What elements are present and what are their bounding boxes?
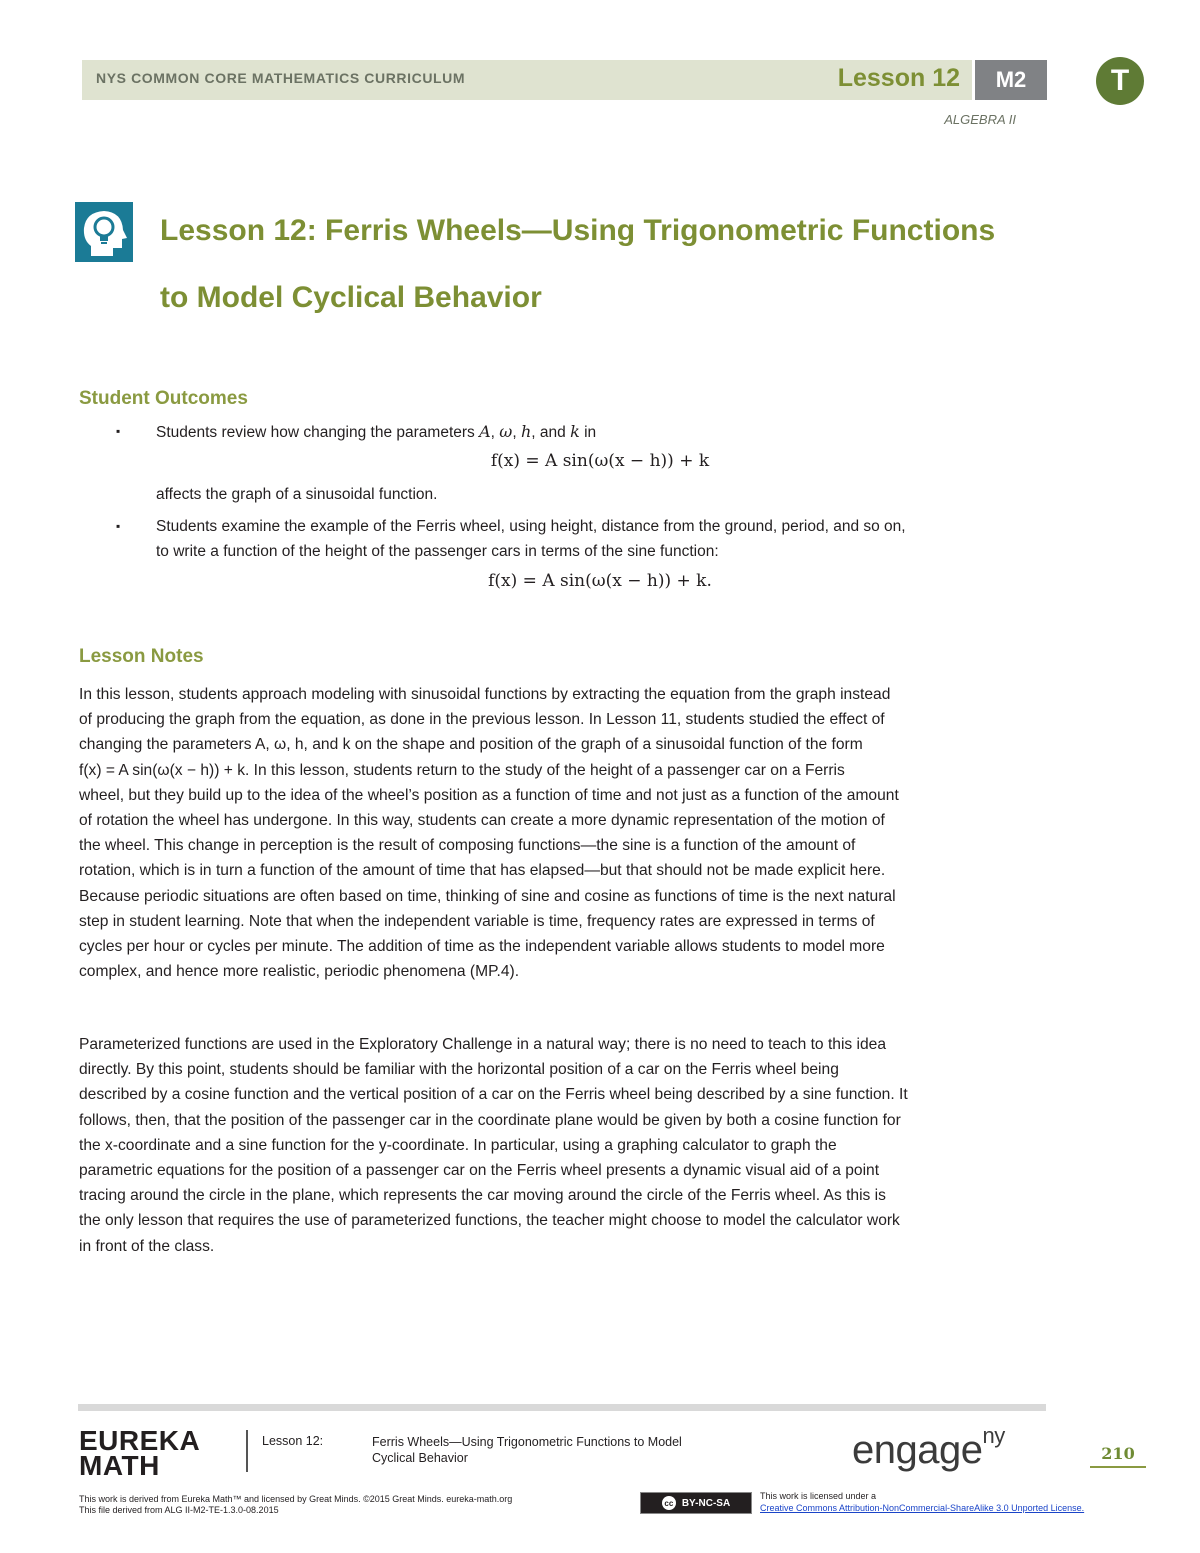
paragraph-line: in front of the class. [79,1237,215,1255]
paragraph-line: follows, then, that the position of the passenger car in the coordinate plane would be given by both a cosine function for [79,1111,901,1129]
cc-badge-label: BY-NC-SA [681,1497,731,1509]
footer-lesson-title [372,1434,752,1466]
license-notice [760,1490,1160,1514]
curriculum-label: NYS COMMON CORE MATHEMATICS CURRICULUM [96,70,466,86]
outcome-1-text-c: affects the graph of a sinusoidal function. [156,486,438,503]
eureka-math-logo [79,1425,201,1481]
paragraph-line: tracing around the circle in the plane, which represents the car moving around the circle of the Ferris wheel. As this is [79,1187,886,1205]
lesson-title-line2: to Model Cyclical Behavior [160,281,542,314]
paragraph-line: rotation, which is in turn a function of the amount of time that has elapsed—but that should not be made explicit here. [79,862,886,880]
logo-line-1: EUREKA [79,1425,201,1456]
paragraph-line: Parameterized functions are used in the Exploratory Challenge in a natural way; there is no need to teach to this idea [79,1036,887,1053]
bullet-icon: ▪ [116,519,121,533]
creative-commons-badge[interactable] [640,1492,752,1514]
outcome-item-2-line2: to write a function of the height of the passenger cars in terms of the sine function: [156,543,719,560]
license-line-1: This work is licensed under a [760,1491,877,1501]
paragraph-line: directly. By this point, students should be familiar with the horizontal position of a car on the Ferris wheel being [79,1061,839,1079]
lesson-notes-paragraph-1 [79,682,1049,984]
engageny-logo [852,1422,1005,1473]
equation-2: f(x) = A sin(ω(x − h)) + k. [488,571,712,591]
paragraph-line: f(x) = A sin(ω(x − h)) + k. In this lesson, students return to the study of the height of a passenger car on a Ferris [79,761,845,779]
lesson-notes-paragraph-2 [79,1032,1049,1259]
paragraph-line: cycles per hour or cycles per minute. The addition of time as the independent variable allows students to model more [79,938,885,956]
derived-line-1: This work is derived from Eureka Math™ and licensed by Great Minds. ©2015 Great Minds. eureka-math.org [79,1494,513,1504]
lightbulb-head-icon [75,202,133,262]
paragraph-line: described by a cosine function and the vertical position of a car on the Ferris wheel being described by a sine function. It [79,1086,908,1104]
paragraph-line: of rotation the wheel has undergone. In this way, students can create a more dynamic representation of the motion of [79,812,885,830]
paragraph-line: the wheel. This change in perception is the result of composing functions—the sine is a function of the amount of [79,837,856,855]
param-h: h [520,422,532,441]
license-link[interactable]: Creative Commons Attribution-NonCommercial-ShareAlike 3.0 Unported License. [760,1503,1085,1513]
lesson-number: Lesson 12 [837,64,960,92]
param-k: k [570,422,580,441]
teacher-badge: T [1096,57,1144,105]
page-number: 210 [1090,1444,1146,1468]
paragraph-line: wheel, but they build up to the idea of the wheel’s position as a function of time and not just as a function of the amount [79,786,899,804]
equation-1: f(x) = A sin(ω(x − h)) + k [490,451,710,471]
outcome-1-text-a: Students review how changing the parameters [156,424,480,441]
footer-title-line-2: Cyclical Behavior [372,1451,468,1465]
bullet-icon: ▪ [116,424,121,438]
outcome-1-text-b: in [579,424,597,441]
paragraph-line: step in student learning. Note that when the independent variable is time, frequency rates are expressed in terms of [79,912,875,930]
lesson-notes-heading: Lesson Notes [79,646,204,667]
footer-divider [78,1404,1046,1411]
paragraph-line: of producing the graph from the equation, as done in the previous lesson. In Lesson 11, students studied the effect of [79,711,885,729]
logo-line-2: MATH [79,1450,160,1481]
paragraph-line: parametric equations for the position of a passenger car on the Ferris wheel presents a dynamic visual aid of a point [79,1162,880,1180]
param-a: A [479,422,491,441]
footer-title-line-1: Ferris Wheels—Using Trigonometric Functions to Model [372,1435,682,1449]
outcome-item-1: Students review how changing the parameters A, ω, h, and k in [156,422,597,441]
student-outcomes-heading: Student Outcomes [79,388,248,409]
paragraph-line: the x-coordinate and a sine function for the y-coordinate. In particular, using a graphing calculator to graph the [79,1136,837,1154]
module-badge: M2 [975,60,1047,100]
paragraph-line: changing the parameters A, ω, h, and k on the shape and position of the graph of a sinusoidal function of the form [79,736,863,754]
footer-separator [246,1430,248,1472]
footer-lesson-label: Lesson 12: [262,1434,324,1448]
paragraph-line: Because periodic situations are often based on time, thinking of sine and cosine as functions of time is the next natural [79,887,896,905]
derivation-notice [79,1494,639,1516]
engage-text: engage [852,1428,983,1472]
course-label: ALGEBRA II [944,112,1016,127]
param-omega: ω [499,422,513,441]
derived-line-2: This file derived from ALG II-M2-TE-1.3.0-08.2015 [79,1505,279,1515]
lesson-title-line1: Lesson 12: Ferris Wheels—Using Trigonometric Functions [160,214,996,247]
cc-icon: cc [662,1496,676,1510]
outcome-item-2-line1: Students examine the example of the Ferris wheel, using height, distance from the ground, period, and so on, [156,518,906,535]
paragraph-line: In this lesson, students approach modeling with sinusoidal functions by extracting the equation from the graph instead [79,686,891,703]
paragraph-line: the only lesson that requires the use of parameterized functions, the teacher might choose to model the calculator work [79,1212,900,1230]
paragraph-line: complex, and hence more realistic, periodic phenomena (MP.4). [79,963,520,981]
ny-text: ny [982,1422,1005,1448]
